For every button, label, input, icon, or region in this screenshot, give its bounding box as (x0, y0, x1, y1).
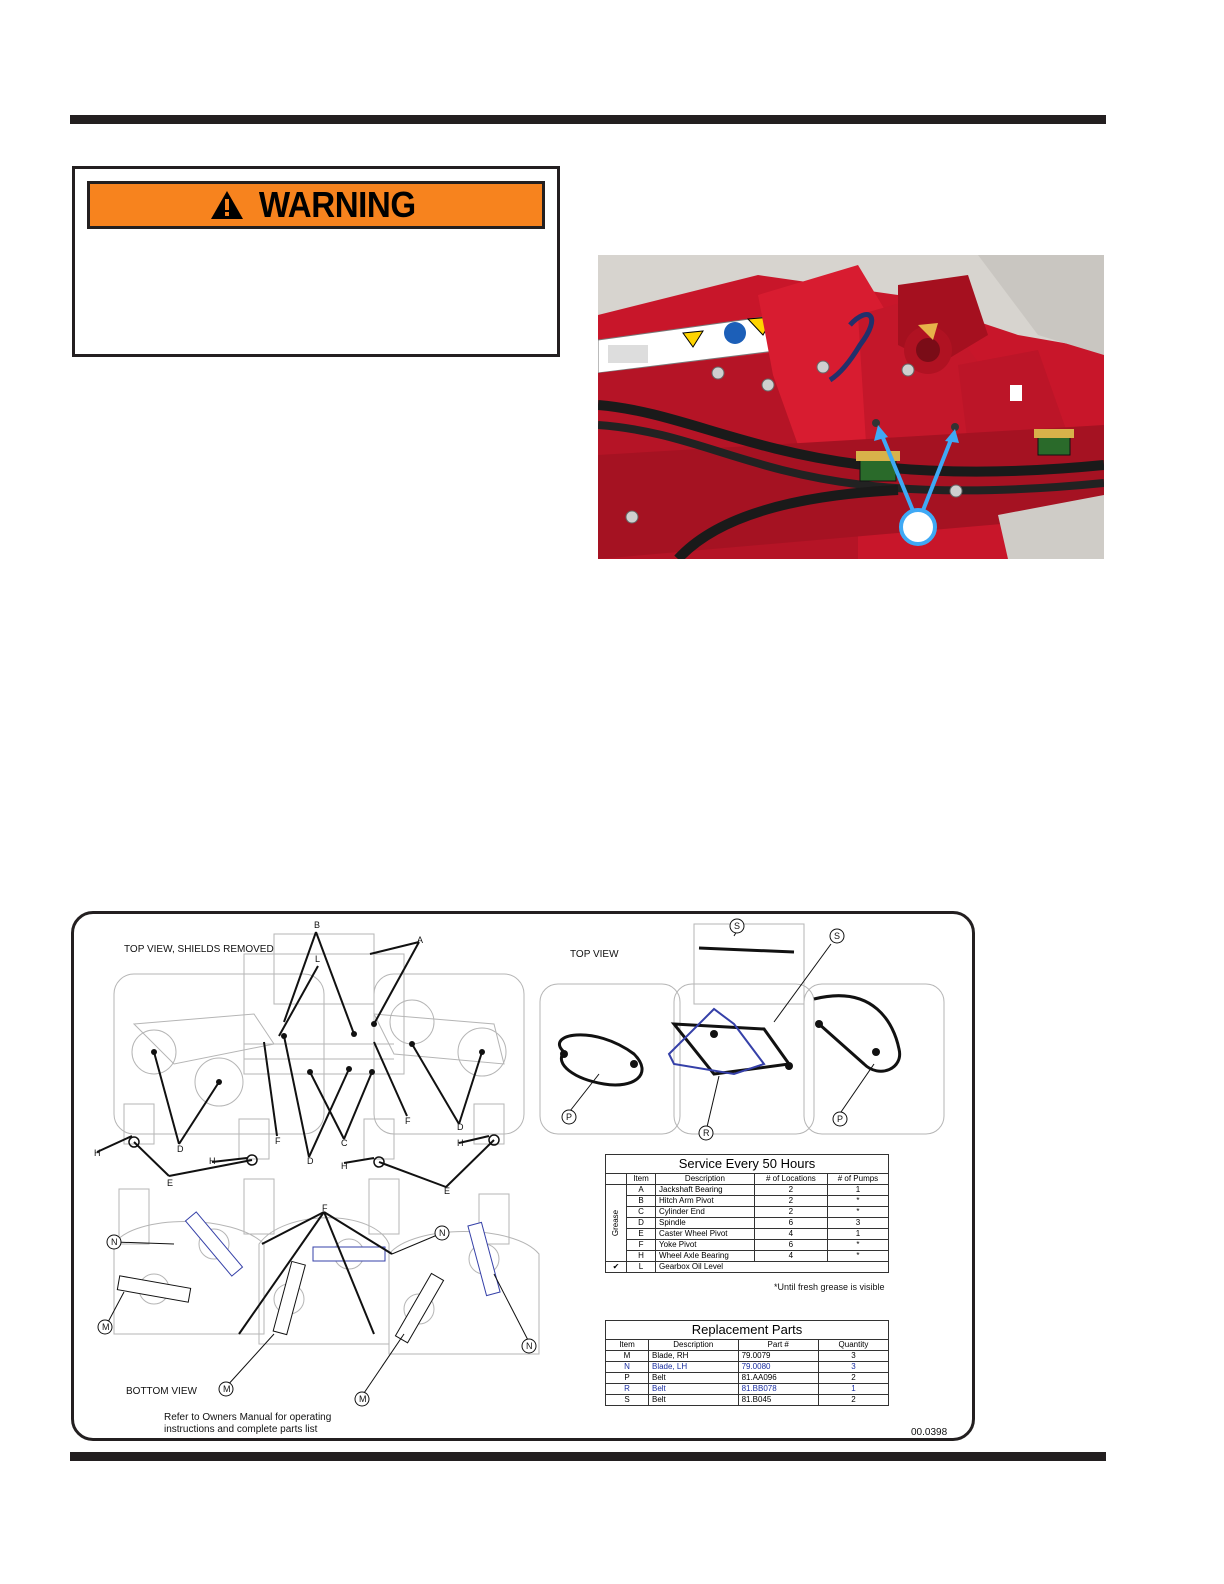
row-part-number: 81.B045 (738, 1395, 818, 1406)
row-quantity: 3 (818, 1362, 888, 1373)
table-row (606, 1384, 889, 1395)
deck-photo (598, 255, 1104, 559)
row-item: A (627, 1185, 656, 1196)
refer-text-line2: instructions and complete parts list (164, 1424, 318, 1435)
row-pumps: * (827, 1240, 888, 1251)
table-row (606, 1207, 889, 1218)
parts-header-description: Description (648, 1340, 738, 1351)
svg-text:N: N (526, 1341, 533, 1351)
row-item: B (627, 1196, 656, 1207)
table-row (606, 1351, 889, 1362)
svg-text:B: B (314, 920, 321, 930)
svg-text:A: A (417, 935, 424, 945)
parts-header-item: Item (606, 1340, 649, 1351)
svg-text:H: H (457, 1138, 464, 1148)
svg-text:F: F (275, 1136, 281, 1146)
table-row (606, 1251, 889, 1262)
row-locations: 2 (754, 1185, 827, 1196)
svg-text:M: M (223, 1384, 231, 1394)
svg-text:L: L (315, 954, 321, 964)
row-part-number: 79.0080 (738, 1362, 818, 1373)
service-header-pumps: # of Pumps (827, 1174, 888, 1185)
svg-text:F: F (322, 1203, 328, 1213)
row-description: Wheel Axle Bearing (656, 1251, 755, 1262)
row-item: D (627, 1218, 656, 1229)
table-row (606, 1229, 889, 1240)
svg-text:F: F (405, 1116, 411, 1126)
row-pumps: * (827, 1251, 888, 1262)
row-pumps: * (827, 1207, 888, 1218)
top-view-shields-label: TOP VIEW, SHIELDS REMOVED (124, 944, 274, 955)
svg-text:R: R (703, 1128, 710, 1138)
row-locations: 2 (754, 1207, 827, 1218)
svg-text:D: D (307, 1156, 314, 1166)
row-pumps: 3 (827, 1218, 888, 1229)
warning-title: WARNING (258, 184, 416, 225)
svg-text:H: H (209, 1156, 216, 1166)
table-row (606, 1262, 889, 1273)
svg-text:P: P (837, 1114, 844, 1124)
row-locations: 4 (754, 1229, 827, 1240)
row-quantity: 3 (818, 1351, 888, 1362)
service-header-item: Item (627, 1174, 656, 1185)
row-item: P (606, 1373, 649, 1384)
table-row (606, 1395, 889, 1406)
top-view-label: TOP VIEW (570, 949, 619, 960)
grease-note: *Until fresh grease is visible (774, 1282, 885, 1292)
table-row (606, 1373, 889, 1384)
row-item: L (627, 1262, 656, 1273)
parts-header-quantity: Quantity (818, 1340, 888, 1351)
row-item: N (606, 1362, 649, 1373)
row-quantity: 1 (818, 1384, 888, 1395)
svg-text:N: N (111, 1237, 118, 1247)
row-locations: 6 (754, 1218, 827, 1229)
service-header-description: Description (656, 1174, 755, 1185)
row-locations: 6 (754, 1240, 827, 1251)
decal-code: 00.0398 (911, 1427, 948, 1438)
row-item: R (606, 1384, 649, 1395)
row-pumps: * (827, 1196, 888, 1207)
svg-text:P: P (566, 1112, 573, 1122)
svg-text:M: M (102, 1322, 110, 1332)
row-item: C (627, 1207, 656, 1218)
row-description: Hitch Arm Pivot (656, 1196, 755, 1207)
row-description: Blade, LH (648, 1362, 738, 1373)
refer-text-line1: Refer to Owners Manual for operating (164, 1412, 332, 1423)
row-description: Blade, RH (648, 1351, 738, 1362)
row-description: Gearbox Oil Level (656, 1262, 889, 1273)
row-part-number: 81.BB078 (738, 1384, 818, 1395)
row-description: Belt (648, 1395, 738, 1406)
svg-text:H: H (94, 1148, 101, 1158)
parts-table-title: Replacement Parts (606, 1321, 889, 1340)
row-quantity: 2 (818, 1395, 888, 1406)
parts-header-part: Part # (738, 1340, 818, 1351)
table-row (606, 1196, 889, 1207)
parts-table (605, 1320, 889, 1406)
row-description: Spindle (656, 1218, 755, 1229)
lube-decal (71, 911, 975, 1441)
svg-text:D: D (177, 1144, 184, 1154)
row-description: Yoke Pivot (656, 1240, 755, 1251)
table-row (606, 1240, 889, 1251)
row-item: F (627, 1240, 656, 1251)
svg-text:M: M (359, 1394, 367, 1404)
row-part-number: 79.0079 (738, 1351, 818, 1362)
warning-banner (87, 181, 545, 229)
service-table-title: Service Every 50 Hours (606, 1155, 889, 1174)
svg-text:N: N (439, 1228, 446, 1238)
svg-text:E: E (444, 1186, 451, 1196)
row-item: H (627, 1251, 656, 1262)
row-quantity: 2 (818, 1373, 888, 1384)
grease-label: Grease (611, 1209, 620, 1237)
row-description: Belt (648, 1373, 738, 1384)
service-header-locations: # of Locations (754, 1174, 827, 1185)
row-locations: 2 (754, 1196, 827, 1207)
row-description: Caster Wheel Pivot (656, 1229, 755, 1240)
svg-text:D: D (457, 1122, 464, 1132)
svg-text:E: E (167, 1178, 174, 1188)
row-description: Jackshaft Bearing (656, 1185, 755, 1196)
svg-text:S: S (734, 921, 741, 931)
table-row (606, 1185, 889, 1196)
header-rule (70, 115, 1106, 124)
row-item: S (606, 1395, 649, 1406)
checkmark-icon: ✔ (606, 1262, 627, 1273)
svg-text:H: H (341, 1161, 348, 1171)
row-item: E (627, 1229, 656, 1240)
row-pumps: 1 (827, 1185, 888, 1196)
row-part-number: 81.AA096 (738, 1373, 818, 1384)
row-locations: 4 (754, 1251, 827, 1262)
callout-circle-icon (901, 510, 935, 544)
warning-triangle-icon (210, 190, 244, 220)
warning-box (72, 166, 560, 357)
row-pumps: 1 (827, 1229, 888, 1240)
svg-text:C: C (341, 1138, 348, 1148)
svg-text:S: S (834, 931, 841, 941)
bottom-view-label: BOTTOM VIEW (126, 1386, 197, 1397)
row-description: Belt (648, 1384, 738, 1395)
row-item: M (606, 1351, 649, 1362)
row-description: Cylinder End (656, 1207, 755, 1218)
footer-rule (70, 1452, 1106, 1461)
service-table (605, 1154, 889, 1273)
table-row (606, 1218, 889, 1229)
table-row (606, 1362, 889, 1373)
